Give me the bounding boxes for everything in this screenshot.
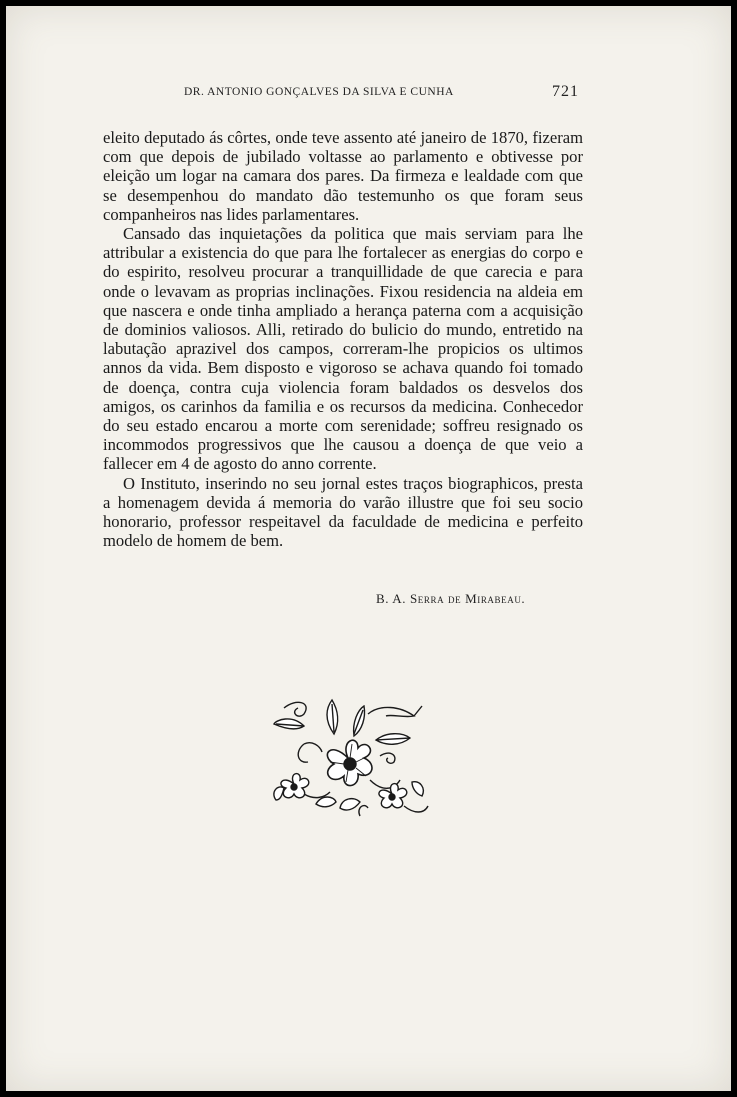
floral-vignette-icon bbox=[264, 696, 434, 826]
paragraph: eleito deputado ás côrtes, onde teve assento até janeiro de 1870, fizeram com que depois de jubilado voltasse ao parlamento e obtivesse por eleição um logar na camara dos pares. Da firmeza e lealdade com que se desempenhou do mandato dão testemunho os que foram seus companheiros nas lides parlamentares. bbox=[103, 128, 583, 224]
body-text bbox=[103, 128, 583, 550]
paragraph: O Instituto, inserindo no seu jornal estes traços biographicos, presta a homenagem devida á memoria do varão illustre que foi seu socio honorario, professor respeitavel da faculdade de medicina e perfeito modelo de homem de bem. bbox=[103, 473, 583, 551]
author-signature: B. A. Serra de Mirabeau. bbox=[376, 591, 526, 606]
running-title: DR. ANTONIO GONÇALVES DA SILVA E CUNHA bbox=[184, 86, 454, 98]
page bbox=[6, 6, 731, 1091]
page-number: 721 bbox=[552, 83, 579, 100]
paragraph: Cansado das inquietações da politica que mais serviam para lhe attribular a existencia do que para lhe fortalecer as energias do corpo e do espirito, resolveu procurar a tranquillidade de que carecia e para onde o levavam as proprias inclinações. Fixou residencia na aldeia em que nascera e onde tinha ampliado a herança paterna com a acquisição de dominios valiosos. Alli, retirado do bulicio do mundo, entretido na labutação aprazivel dos campos, correram-lhe propicios os ultimos annos da vida. Bem disposto e vigoroso se achava quando foi tomado de doença, contra cuja violencia foram baldados os desvelos dos amigos, os carinhos da familia e os recursos da medicina. Conhecedor do seu estado encarou a morte com serenidade; soffreu resignado os incommodos progressivos que lhe causou a doença de que veio a fallecer em 4 de agosto do anno corrente. bbox=[103, 224, 583, 474]
